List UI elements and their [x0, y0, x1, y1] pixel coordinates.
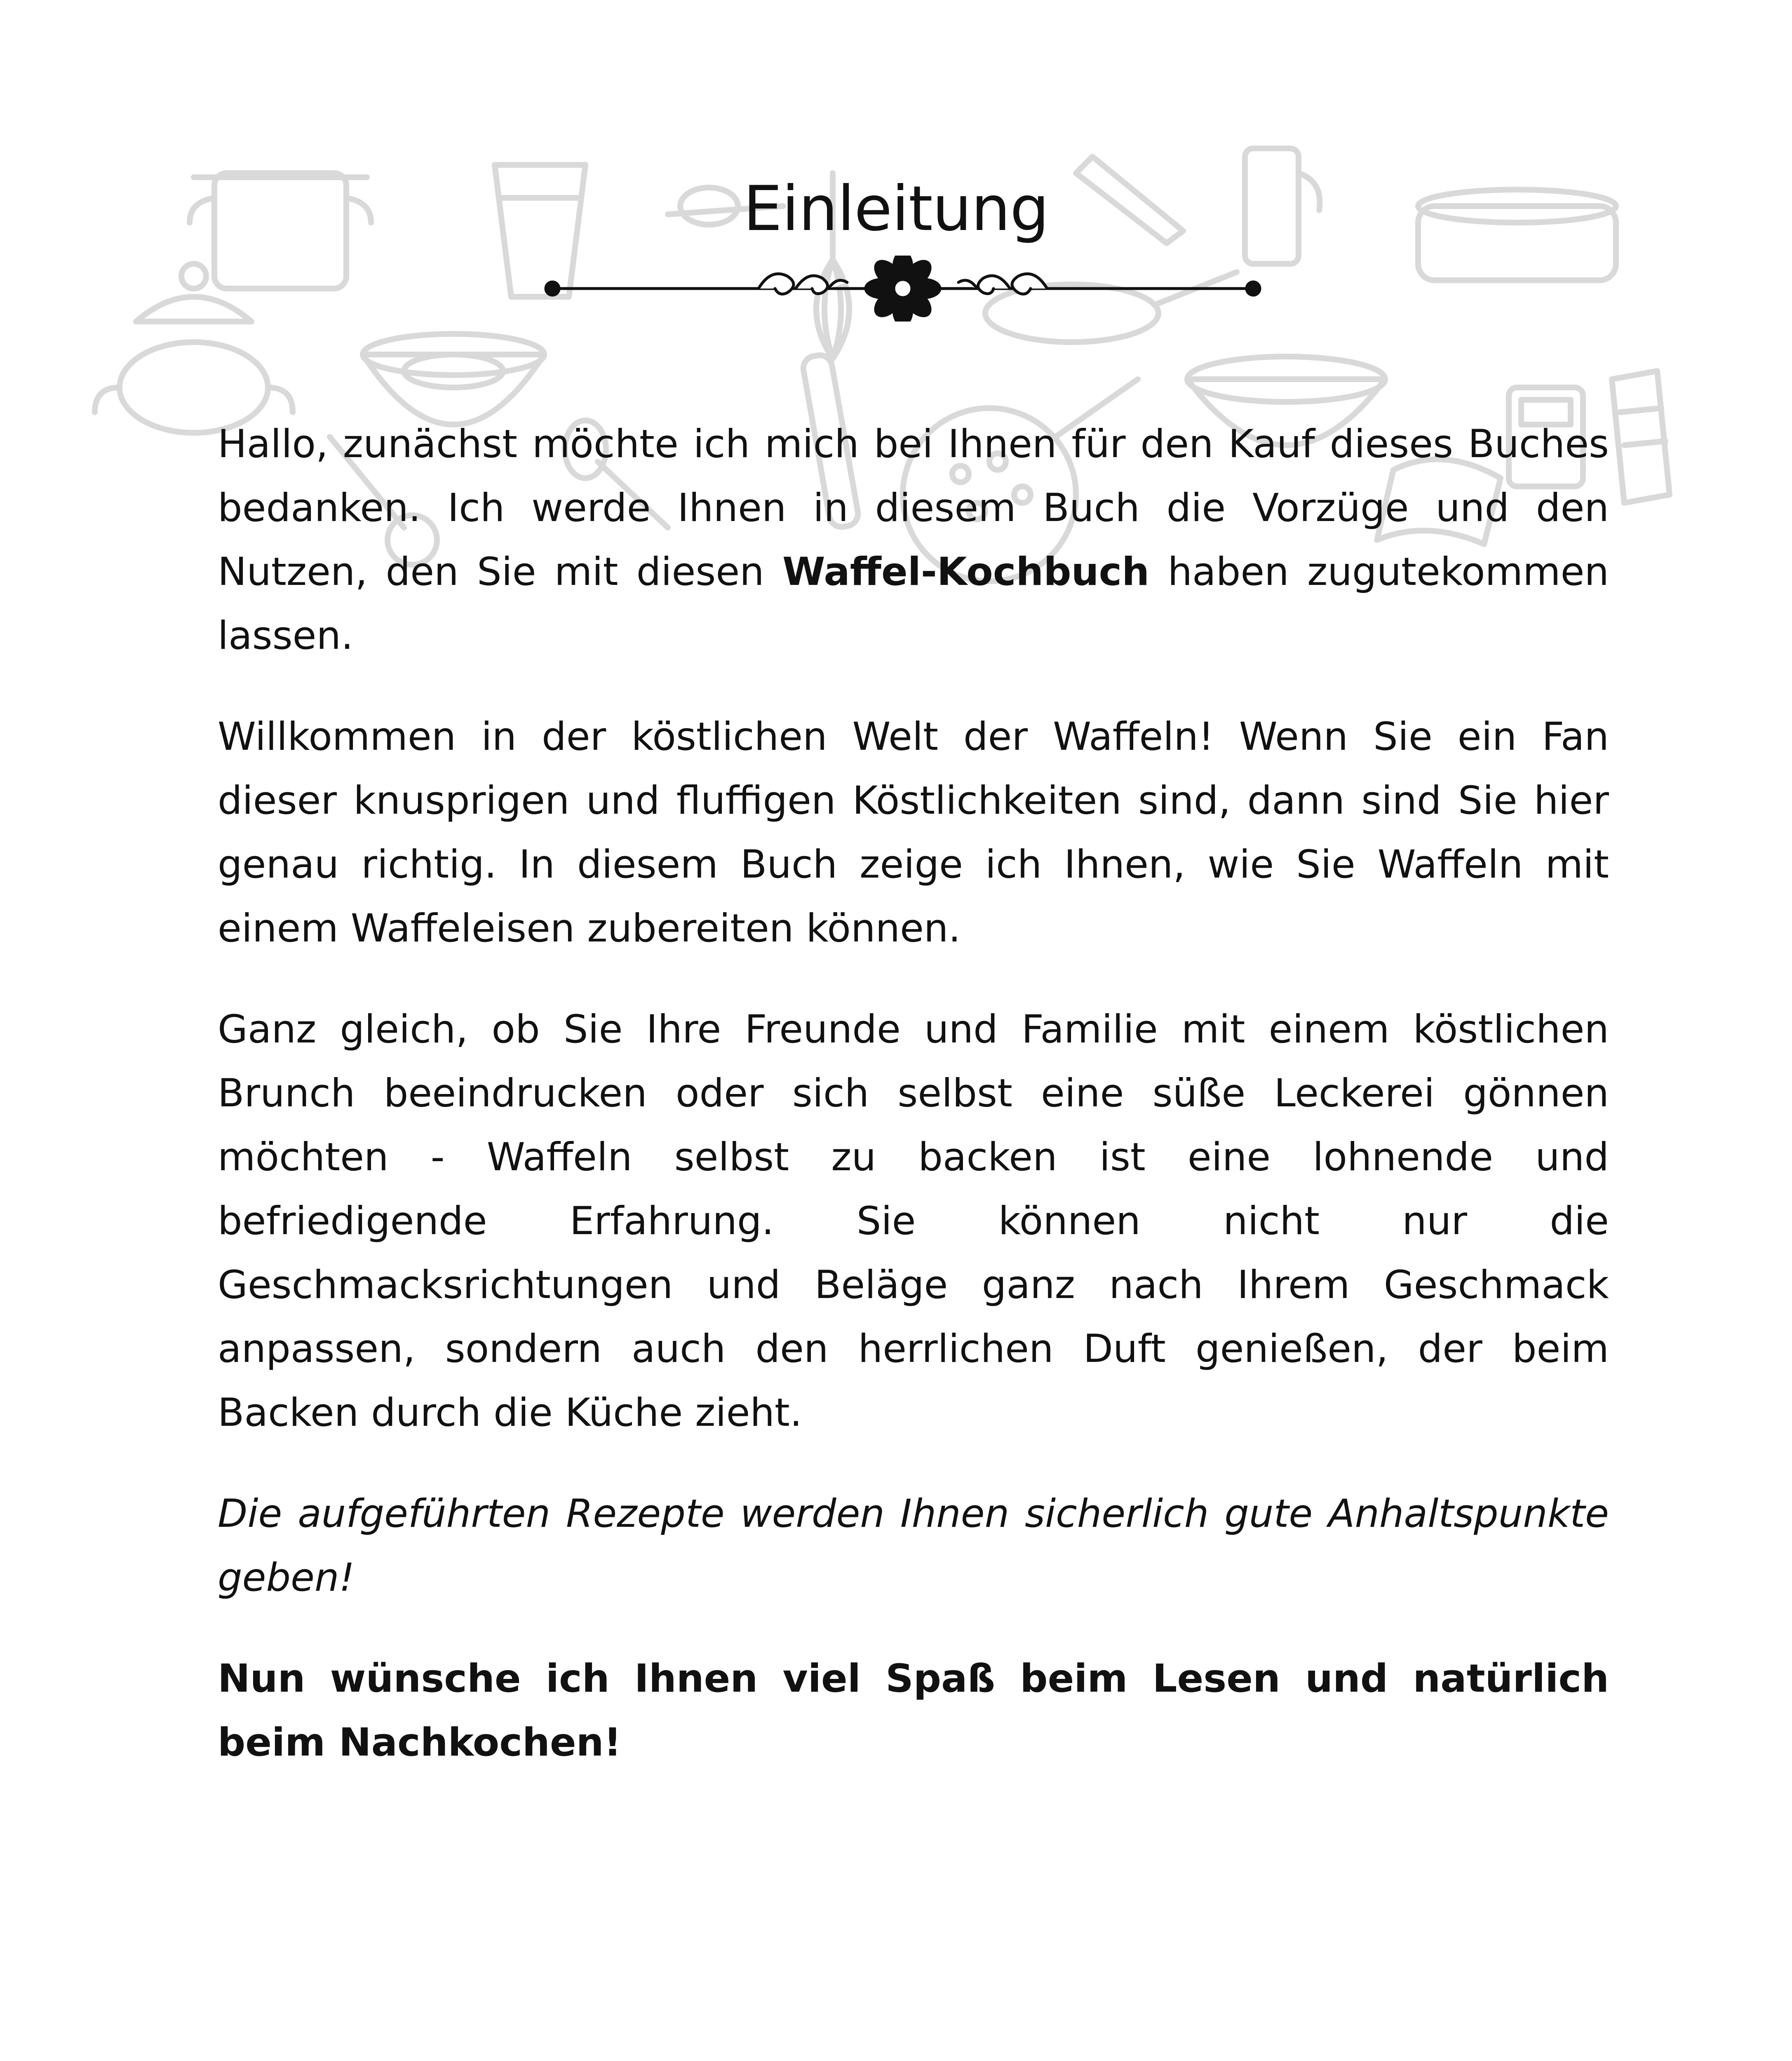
intro-paragraph-3: Ganz gleich, ob Sie Ihre Freunde und Familie mit einem köstlichen Brunch beeindrucken oder sich selbst eine süße Leckerei gönnen möchten - Waffeln selbst zu backen ist eine lohnende und befriedigende Erfahrung. Sie können nicht nur die Geschmacksrichtungen und Beläge ganz nach Ihrem Geschmack anpassen, sondern auch den herrlichen Duft genießen, der beim Backen durch die Küche zieht. [218, 1007, 1609, 1435]
bowl-icon [363, 334, 544, 425]
intro-paragraph-1: Hallo, zunächst möchte ich mich bei Ihnen für den Kauf dieses Buches bedanken. Ich werde Ihnen in diesem Buch die Vorzüge und den Nutzen, den Sie mit diesen Waffel-Kochbuch haben zugutekommen lassen. [218, 422, 1609, 658]
ornament-divider [544, 256, 1261, 323]
intro-paragraph-2: Willkommen in der köstlichen Welt der Waffeln! Wenn Sie ein Fan dieser knusprigen und fluffigen Köstlichkeiten sind, dann sind Sie hier genau richtig. In diesem Buch zeige ich Ihnen, wie Sie Waffeln mit einem Waffeleisen zubereiten können. [218, 714, 1609, 951]
intro-paragraph-italic: Die aufgeführten Rezepte werden Ihnen sicherlich gute Anhaltspunkte geben! [218, 1491, 1609, 1600]
grater-icon [1612, 371, 1670, 503]
intro-text [218, 412, 1609, 1812]
swirl-right-icon [958, 274, 1047, 294]
page-title: Einleitung [743, 173, 1049, 245]
book-title-emphasis: Waffel-Kochbuch [782, 549, 1150, 594]
flower-icon [866, 256, 940, 322]
intro-paragraph-closing: Nun wünsche ich Ihnen viel Spaß beim Lesen und natürlich beim Nachkochen! [218, 1656, 1609, 1765]
swirl-left-icon [759, 274, 847, 294]
